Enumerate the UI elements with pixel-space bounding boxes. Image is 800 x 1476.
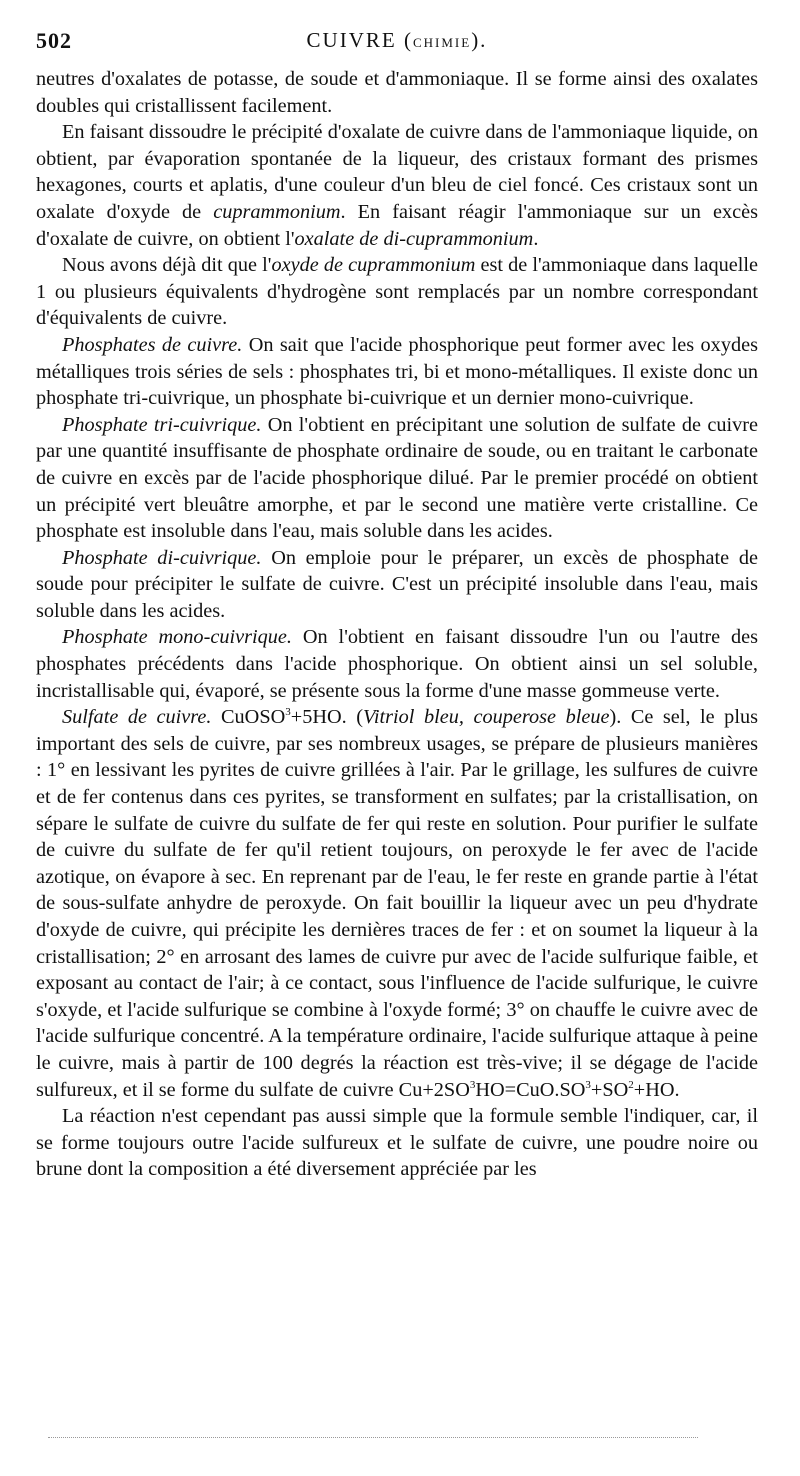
text-run: On sait que l'acide phosphorique peut former avec les oxydes métalliques trois séries de sels : phosphates tri, bi et mono-métalliques. Il existe donc un phosphate tri-cuivrique, un phosphate bi-cuivrique et un dernier mono-cuivrique. (36, 333, 758, 410)
formula-run: +HO. (633, 1078, 680, 1101)
paragraph-phosphates-de-cuivre (36, 332, 758, 412)
text-run: . En faisant réagir l'ammoniaque sur un excès d'oxalate de cuivre, on obtient l' (36, 200, 758, 250)
running-title-main: CUIVRE ( (306, 28, 413, 52)
paragraph-sulfate-de-cuivre (36, 704, 758, 1103)
italic-term: Vitriol bleu, couperose bleue (362, 706, 610, 729)
formula-superscript: 3 (585, 1078, 591, 1091)
body-text (36, 66, 758, 1183)
section-heading-italic: Phosphate tri-cuivrique. (62, 413, 262, 436)
italic-term: oxalate de di-cuprammonium (294, 227, 534, 250)
footer-dotted-rule (48, 1437, 698, 1438)
text-run: est de l'ammoniaque dans laquelle 1 ou plusieurs équivalents d'hydrogène sont remplacés par un nombre correspondant d'équivalents de cuivre. (36, 254, 758, 330)
text-run: ). Ce sel, le plus important des sels de cuivre, par ses nombreux usages, se prépare de plusieurs manières : 1° en lessivant les pyrites de cuivre grillées à l'air. Par le grillage, les sulfures de cuivre et de fer contenus dans ces pyrites, se transforment en sulfates; par la cristallisation, on sépare le sulfate de cuivre du sulfate de fer qui reste en solution. Pour purifier le sulfate de cuivre du sulfate de fer qu'il retient toujours, on peroxyde le fer avec de l'acide azotique, on évapore à sec. En reprenant par de l'eau, le fer reste en grande partie à l'état de sous-sulfate anhydre de peroxyde. On fait bouillir la liqueur avec un peu d'hydrate d'oxyde de cuivre, qui précipite les dernières traces de fer : et on soumet la liqueur à la cristallisation; 2° en arrosant des lames de cuivre pur avec de l'acide sulfurique faible, et exposant au contact de l'air; à ce contact, sous l'influence de l'acide sulfurique, le cuivre s'oxyde, et l'acide sulfurique se combine à l'oxyde formé; 3° on chauffe le cuivre avec de l'acide sulfurique concentré. A la température ordinaire, l'acide sulfurique attaque à peine le cuivre, mais à partir de 100 degrés la réaction est très-vive; il se dégage de l'acide sulfureux, et il se forme du sulfate de cuivre Cu+2SO (36, 706, 758, 1101)
formula-run: CuOSO (211, 706, 286, 729)
formula-superscript: 3 (285, 706, 291, 719)
running-title-end: ). (471, 28, 488, 52)
section-heading-italic: Sulfate de cuivre. (62, 706, 212, 729)
formula-run: +5HO. ( (290, 706, 363, 729)
text-run: On l'obtient en faisant dissoudre l'un ou l'autre des phosphates précédents dans l'acide phosphorique. On obtient ainsi un sel soluble, incristallisable qui, évaporé, se présente sous la forme d'une masse gommeuse verte. (36, 626, 758, 702)
paragraph-oxalate-cuprammonium (36, 119, 758, 252)
text-run: . (533, 227, 539, 250)
paragraph-phosphate-di-cuivrique (36, 545, 758, 625)
running-title (36, 28, 758, 53)
text-run: Nous avons déjà dit que l' (62, 254, 272, 277)
formula-superscript: 3 (469, 1078, 476, 1091)
text-run: En faisant dissoudre le précipité d'oxalate de cuivre dans de l'ammoniaque liquide, on obtient, par évaporation spontanée de la liqueur, des cristaux formant des prismes hexagones, courts et aplatis, d'une couleur d'un bleu de ciel foncé. Ces cristaux sont un oxalate d'oxyde de (36, 121, 758, 223)
paragraph-reaction-complexe: La réaction n'est cependant pas aussi simple que la formule semble l'indiquer, car, il se forme toujours outre l'acide sulfureux et le sulfate de cuivre, une poudre noire ou brune dont la composition a été diversement appréciée par les (36, 1105, 758, 1181)
formula-superscript: 2 (628, 1078, 634, 1091)
paragraph-oxalates-doubles: neutres d'oxalates de potasse, de soude et d'ammoniaque. Il se forme ainsi des oxalates doubles qui cristallissent facilement. (36, 68, 758, 117)
section-heading-italic: Phosphate di-cuivrique. (62, 546, 262, 569)
text-run: On emploie pour le préparer, un excès de phosphate de soude pour précipiter le sulfate de cuivre. C'est un précipité insoluble dans l'eau, mais soluble dans les acides. (36, 546, 759, 622)
page-header (36, 28, 758, 58)
paragraph-oxyde-cuprammonium (36, 252, 758, 332)
paragraph-phosphate-tri-cuivrique (36, 412, 758, 545)
section-heading-italic: Phosphates de cuivre. (62, 333, 243, 356)
formula-run: +SO (590, 1078, 629, 1101)
paragraph-phosphate-mono-cuivrique (36, 624, 758, 704)
section-heading-italic: Phosphate mono-cuivrique. (62, 626, 292, 649)
italic-term: oxyde de cuprammonium (271, 254, 476, 277)
running-title-subject: CHIMIE (412, 35, 472, 50)
formula-run: HO=CuO.SO (475, 1078, 586, 1101)
page-number: 502 (36, 28, 72, 53)
italic-term: cuprammonium (213, 200, 341, 223)
text-run: On l'obtient en précipitant une solution de sulfate de cuivre par une quantité insuffisante de phosphate ordinaire de soude, ou en traitant le carbonate de cuivre en excès par de l'acide phosphorique dilué. Par le premier procédé on obtient un précipité vert bleuâtre amorphe, et par le second une matière verte cristalline. Ce phosphate est insoluble dans l'eau, mais soluble dans les acides. (36, 413, 758, 543)
